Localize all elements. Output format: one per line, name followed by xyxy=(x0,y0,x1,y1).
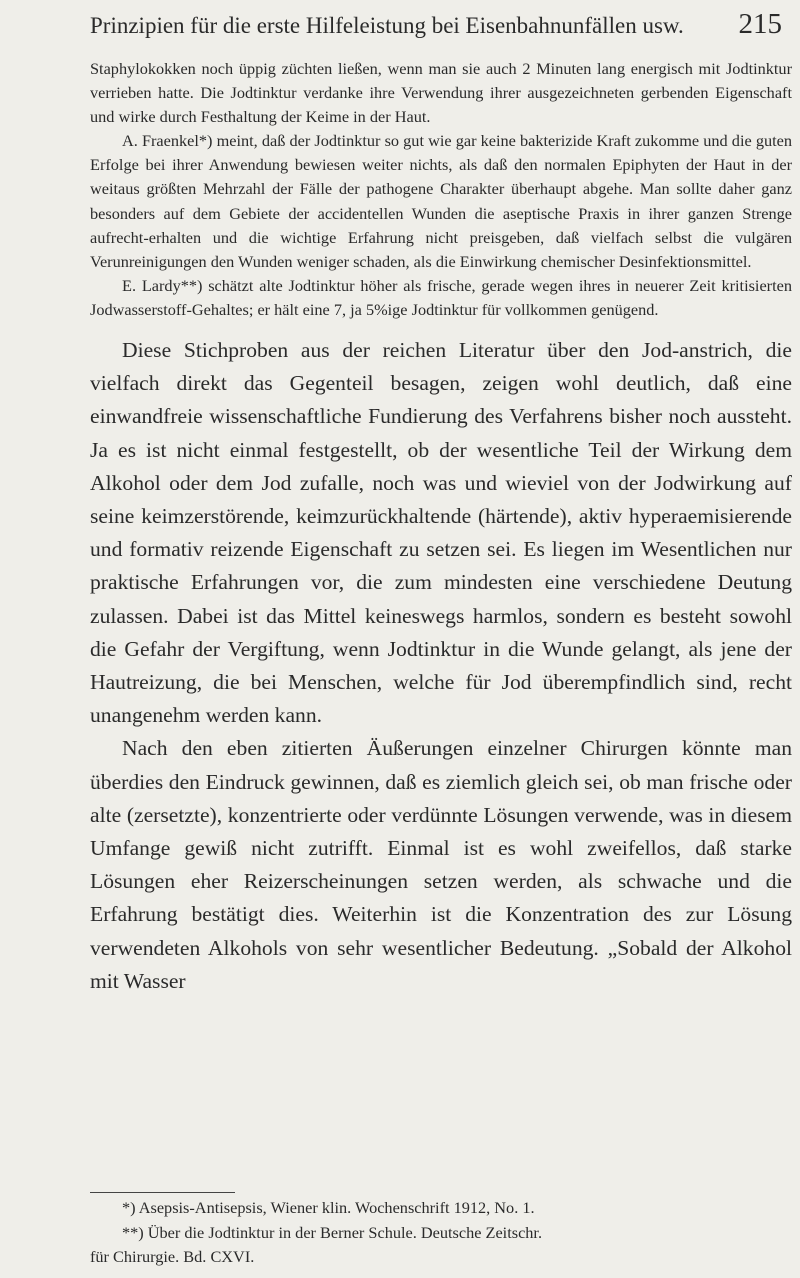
page-header xyxy=(90,8,782,52)
small-print-section xyxy=(90,57,792,322)
paragraph-stichproben: Diese Stichproben aus der reichen Literatur über den Jod-anstrich, die vielfach direkt das Gegenteil besagen, zeigen wohl deutlich, daß eine einwandfreie wissenschaftliche Fundierung des Verfahrens bisher noch aussteht. Ja es ist nicht einmal festgestellt, ob der wesentliche Teil der Wirkung dem Alkohol oder dem Jod zufalle, noch was und wieviel von der Jodwirkung auf seine keimzerstörende, keimzurückhaltende (härtende), aktiv hyperaemisierende und formativ reizende Eigenschaft zu setzen sei. Es liegen im Wesentlichen nur praktische Erfahrungen vor, die zum mindesten eine verschiedene Deutung zulassen. Dabei ist das Mittel keineswegs harmlos, sondern es besteht sowohl die Gefahr der Vergiftung, wenn Jodtinktur in die Wunde gelangt, als jene der Hautreizung, die bei Menschen, welche für Jod überempfindlich sind, recht unangenehm werden kann. xyxy=(90,338,792,728)
page-number: 215 xyxy=(738,8,782,40)
paragraph-aeusserungen: Nach den eben zitierten Äußerungen einzelner Chirurgen könnte man überdies den Eindruck gewinnen, daß es ziemlich gleich sei, ob man frische oder alte (zersetzte), konzentrierte oder verdünnte Lösungen verwende, was in diesem Umfange gewiß nicht zutrifft. Einmal ist es wohl zweifellos, daß starke Lösungen eher Reizerscheinungen setzen werden, als schwache und die Erfahrung bestätigt dies. Weiterhin ist die Konzentration des zur Lösung verwendeten Alkohols von sehr wesentlicher Bedeutung. „Sobald der Alkohol mit Wasser xyxy=(90,736,792,993)
footnote-2-continuation: für Chirurgie. Bd. CXVI. xyxy=(90,1247,255,1266)
footnote-2: **) Über die Jodtinktur in der Berner Schule. Deutsche Zeitschr. xyxy=(122,1222,543,1242)
running-title: Prinzipien für die erste Hilfeleistung bei Eisenbahnunfällen usw. xyxy=(90,13,684,38)
footnotes xyxy=(90,1196,792,1270)
paragraph-lardy: E. Lardy**) schätzt alte Jodtinktur höher als frische, gerade wegen ihres in neuerer Zeit kritisierten Jodwasserstoff-Gehaltes; er hält eine 7, ja 5%ige Jodtinktur für vollkommen genügend. xyxy=(90,275,792,319)
footnote-divider xyxy=(90,1192,235,1193)
footnote-1: *) Asepsis-Antisepsis, Wiener klin. Wochenschrift 1912, No. 1. xyxy=(122,1198,535,1217)
paragraph-staphylokokken: Staphylokokken noch üppig züchten ließen, wenn man sie auch 2 Minuten lang energisch mit Jodtinktur verrieben hatte. Die Jodtinktur verdanke ihre Verwendung ihrer ausgezeichneten gerbenden Eigenschaft und wirke durch Festhaltung der Keime in der Haut. xyxy=(90,59,792,127)
main-text-section xyxy=(90,334,792,998)
paragraph-fraenkel: A. Fraenkel*) meint, daß der Jodtinktur so gut wie gar keine bakterizide Kraft zukomme und die guten Erfolge bei ihrer Anwendung bewiesen weiter nichts, als daß den normalen Epiphyten der Haut in der weitaus größten Mehrzahl der Fälle der pathogene Charakter überhaupt abgehe. Man sollte daher ganz besonders auf dem Gebiete der accidentellen Wunden die aseptische Praxis in ihrer ganzen Strenge aufrecht-erhalten und die wichtige Erfahrung nicht preisgeben, daß vielfach selbst die vulgären Verunreinigungen den Wunden weniger schaden, als die Einwirkung chemischer Desinfektionsmittel. xyxy=(90,131,792,271)
